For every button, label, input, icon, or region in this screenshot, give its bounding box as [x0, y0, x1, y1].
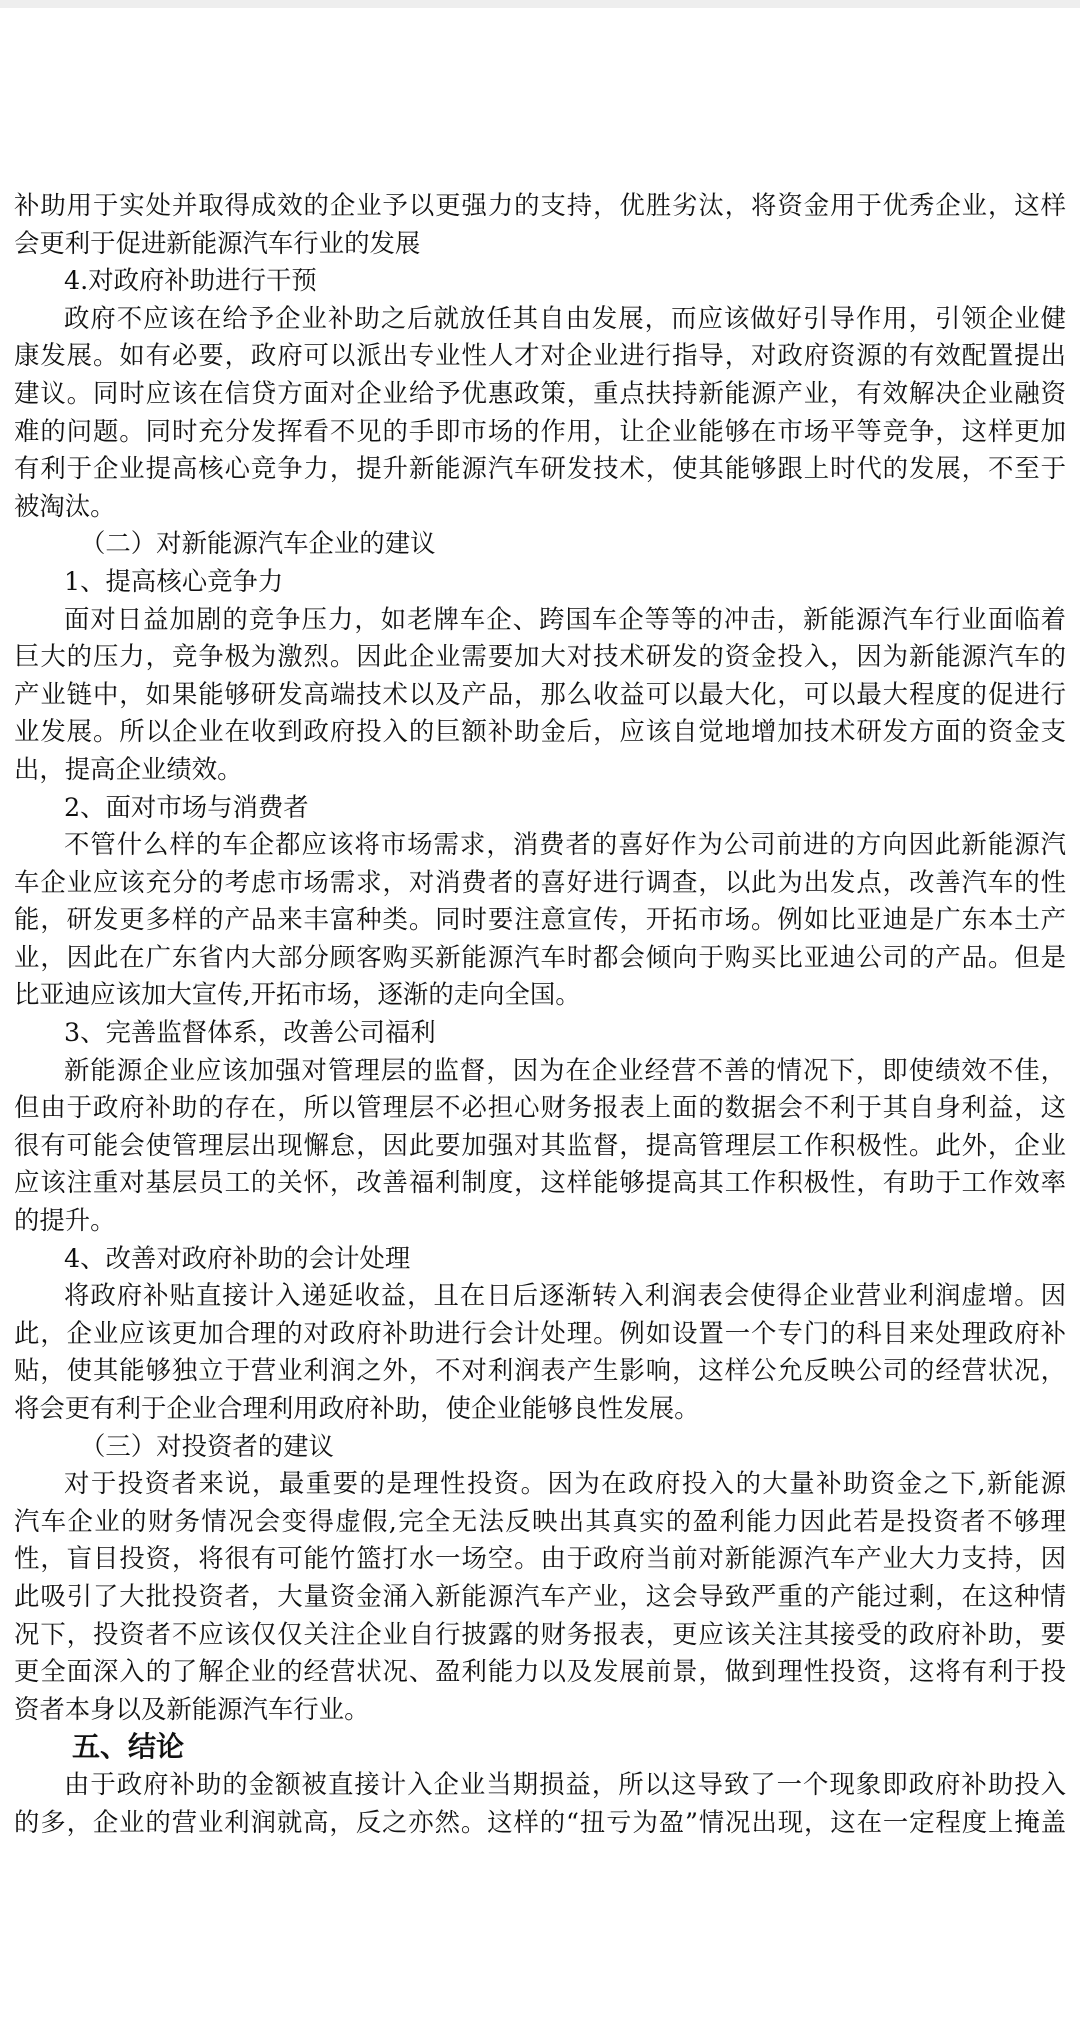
section-heading: 五、结论 — [72, 1730, 185, 1764]
text-line: （二）对新能源汽车企业的建议 — [80, 528, 436, 559]
text-line: 很有可能会使管理层出现懈怠，因此要加强对其监督，提高管理层工作积极性。此外，企业 — [14, 1129, 1066, 1160]
text-line: 1、提高核心竞争力 — [64, 565, 284, 596]
text-line: 难的问题。同时充分发挥看不见的手即市场的作用，让企业能够在市场平等竞争，这样更加 — [14, 415, 1066, 446]
text-line: 由于政府补助的金额被直接计入企业当期损益，所以这导致了一个现象即政府补助投入 — [64, 1768, 1066, 1799]
text-line: 但由于政府补助的存在，所以管理层不必担心财务报表上面的数据会不利于其自身利益，这 — [14, 1092, 1066, 1123]
text-line: 产业链中，如果能够研发高端技术以及产品，那么收益可以最大化，可以最大程度的促进行 — [14, 678, 1066, 709]
text-line: 2、面对市场与消费者 — [64, 791, 309, 822]
top-edge-strip — [0, 0, 1080, 8]
text-line: 3、完善监督体系，改善公司福利 — [64, 1017, 436, 1048]
text-line: 政府不应该在给予企业补助之后就放任其自由发展，而应该做好引导作用，引领企业健 — [64, 302, 1066, 333]
text-line: 汽车企业的财务情况会变得虚假,完全无法反映出其真实的盈利能力因此若是投资者不够理 — [14, 1505, 1066, 1536]
text-line: 贴，使其能够独立于营业利润之外，不对利润表产生影响，这样公允反映公司的经营状况， — [14, 1355, 1066, 1386]
text-line: 比亚迪应该加大宣传,开拓市场，逐渐的走向全国。 — [14, 979, 581, 1010]
text-line: 4、改善对政府补助的会计处理 — [64, 1242, 411, 1273]
text-line: 的提升。 — [14, 1205, 116, 1236]
text-line: 4.对政府补助进行干预 — [64, 265, 317, 296]
text-line: 业发展。所以企业在收到政府投入的巨额补助金后，应该自觉地增加技术研发方面的资金支 — [14, 716, 1066, 747]
text-line: 应该注重对基层员工的关怀，改善福利制度，这样能够提高其工作积极性，有助于工作效率 — [14, 1167, 1066, 1198]
text-line: 新能源企业应该加强对管理层的监督，因为在企业经营不善的情况下，即使绩效不佳， — [64, 1054, 1066, 1085]
text-line: 补助用于实处并取得成效的企业予以更强力的支持，优胜劣汰，将资金用于优秀企业，这样 — [14, 190, 1066, 220]
text-line: 对于投资者来说，最重要的是理性投资。因为在政府投入的大量补助资金之下,新能源 — [64, 1468, 1066, 1499]
text-line: 资者本身以及新能源汽车行业。 — [14, 1693, 370, 1724]
text-line: 将会更有利于企业合理利用政府补助，使企业能够良性发展。 — [14, 1393, 700, 1423]
text-line: 康发展。如有必要，政府可以派出专业性人才对企业进行指导，对政府资源的有效配置提出 — [14, 340, 1066, 371]
text-line: 建议。同时应该在信贷方面对企业给予优惠政策，重点扶持新能源产业，有效解决企业融资 — [14, 377, 1066, 408]
text-line: 的多，企业的营业利润就高，反之亦然。这样的“扭亏为盈”情况出现，这在一定程度上掩盖 — [14, 1806, 1066, 1837]
text-line: （三）对投资者的建议 — [80, 1430, 334, 1461]
text-line: 出，提高企业绩效。 — [14, 753, 243, 784]
text-line: 将政府补贴直接计入递延收益，且在日后逐渐转入利润表会使得企业营业利润虚增。因 — [64, 1280, 1066, 1311]
text-line: 况下，投资者不应该仅仅关注企业自行披露的财务报表，更应该关注其接受的政府补助，要 — [14, 1618, 1066, 1649]
text-line: 此吸引了大批投资者，大量资金涌入新能源汽车产业，这会导致严重的产能过剩，在这种情 — [14, 1580, 1066, 1611]
text-line: 会更利于促进新能源汽车行业的发展 — [14, 227, 421, 258]
text-line: 能，研发更多样的产品来丰富种类。同时要注意宣传，开拓市场。例如比亚迪是广东本土产 — [14, 904, 1066, 935]
text-line: 性，盲目投资，将很有可能竹篮打水一场空。由于政府当前对新能源汽车产业大力支持，因 — [14, 1543, 1066, 1574]
text-line: 巨大的压力，竞争极为激烈。因此企业需要加大对技术研发的资金投入，因为新能源汽车的 — [14, 641, 1066, 672]
text-line: 业，因此在广东省内大部分顾客购买新能源汽车时都会倾向于购买比亚迪公司的产品。但是 — [14, 941, 1066, 972]
text-line: 被淘汰。 — [14, 490, 116, 521]
text-line: 不管什么样的车企都应该将市场需求，消费者的喜好作为公司前进的方向因此新能源汽 — [64, 829, 1066, 860]
text-line: 此，企业应该更加合理的对政府补助进行会计处理。例如设置一个专门的科目来处理政府补 — [14, 1317, 1066, 1348]
text-line: 有利于企业提高核心竞争力，提升新能源汽车研发技术，使其能够跟上时代的发展，不至于 — [14, 453, 1066, 484]
text-line: 车企业应该充分的考虑市场需求，对消费者的喜好进行调查，以此为出发点，改善汽车的性 — [14, 866, 1066, 897]
document-page — [14, 187, 1066, 1841]
text-line: 更全面深入的了解企业的经营状况、盈利能力以及发展前景，做到理性投资，这将有利于投 — [14, 1656, 1066, 1687]
text-line: 面对日益加剧的竞争压力，如老牌车企、跨国车企等等的冲击，新能源汽车行业面临着 — [64, 603, 1066, 634]
